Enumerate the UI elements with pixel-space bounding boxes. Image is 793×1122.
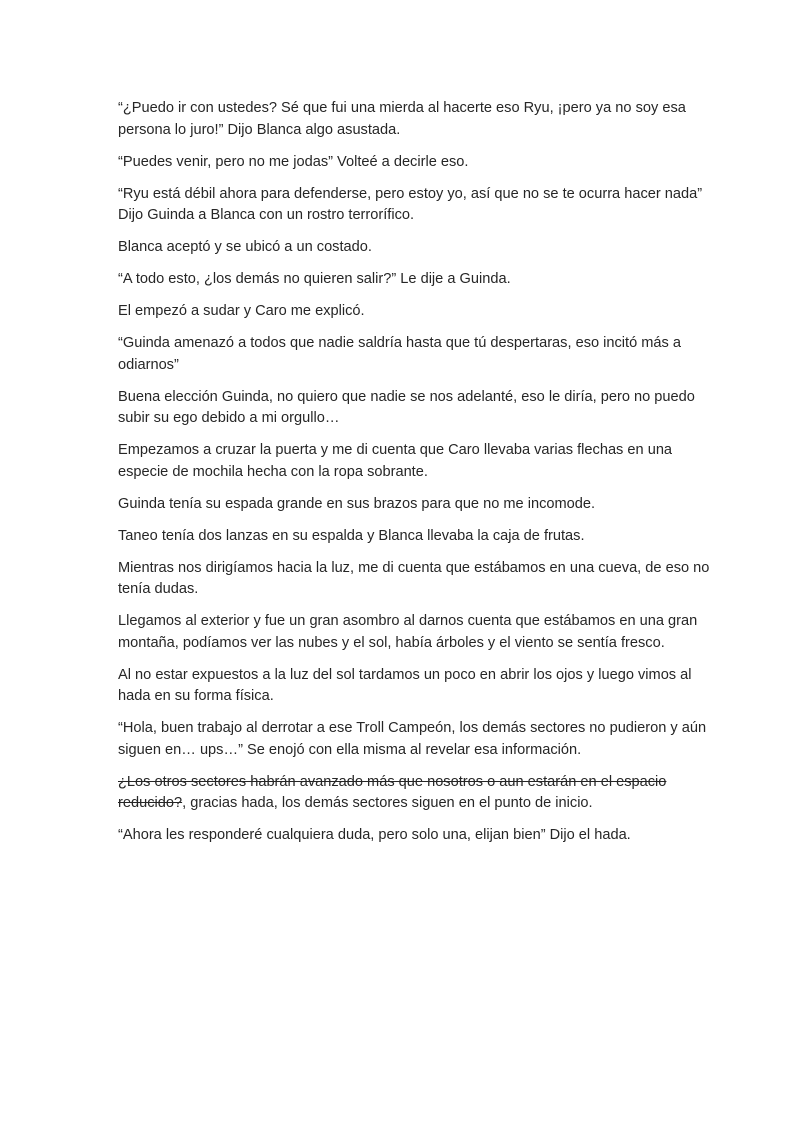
paragraph-continuation: , gracias hada, los demás sectores siguen en el punto de inicio. xyxy=(182,795,593,811)
paragraph: “Ryu está débil ahora para defenderse, pero estoy yo, así que no se te ocurra hacer nada” Dijo Guinda a Blanca con un rostro terrorífico. xyxy=(118,185,703,223)
paragraph: “Guinda amenazó a todos que nadie saldría hasta que tú despertaras, eso incitó más a odiarnos” xyxy=(118,335,682,373)
struck-text: ¿Los otros sectores habrán avanzado más que nosotros o aun estarán en el espacio reducido? xyxy=(118,773,667,811)
paragraph: Al no estar expuestos a la luz del sol tardamos un poco en abrir los ojos y luego vimos al hada en su forma física. xyxy=(118,666,692,704)
paragraph: “¿Puedo ir con ustedes? Sé que fui una mierda al hacerte eso Ryu, ¡pero ya no soy esa persona lo juro!” Dijo Blanca algo asustada. xyxy=(118,100,686,138)
document-body xyxy=(118,98,710,857)
paragraph: Blanca aceptó y se ubicó a un costado. xyxy=(118,239,372,255)
paragraph: Buena elección Guinda, no quiero que nadie se nos adelanté, eso le diría, pero no puedo subir su ego debido a mi orgullo… xyxy=(118,388,695,426)
paragraph-with-strikethrough xyxy=(118,772,710,815)
paragraph: “Hola, buen trabajo al derrotar a ese Troll Campeón, los demás sectores no pudieron y aún siguen en… ups…” Se enojó con ella misma al revelar esa información. xyxy=(118,720,707,758)
paragraph: Mientras nos dirigíamos hacia la luz, me di cuenta que estábamos en una cueva, de eso no tenía dudas. xyxy=(118,559,710,597)
paragraph: “Puedes venir, pero no me jodas” Volteé a decirle eso. xyxy=(118,153,469,170)
paragraph: “A todo esto, ¿los demás no quieren salir?” Le dije a Guinda. xyxy=(118,271,511,287)
paragraph: Taneo tenía dos lanzas en su espalda y Blanca llevaba la caja de frutas. xyxy=(118,527,585,544)
paragraph: Llegamos al exterior y fue un gran asombro al darnos cuenta que estábamos en una gran montaña, podíamos ver las nubes y el sol, había árboles y el viento se sentía fresco. xyxy=(118,613,698,651)
paragraph: El empezó a sudar y Caro me explicó. xyxy=(118,303,365,319)
paragraph: Guinda tenía su espada grande en sus brazos para que no me incomode. xyxy=(118,495,596,512)
paragraph: Empezamos a cruzar la puerta y me di cuenta que Caro llevaba varias flechas en una especie de mochila hecha con la ropa sobrante. xyxy=(118,442,673,480)
paragraph: “Ahora les responderé cualquiera duda, pero solo una, elijan bien” Dijo el hada. xyxy=(118,827,631,843)
